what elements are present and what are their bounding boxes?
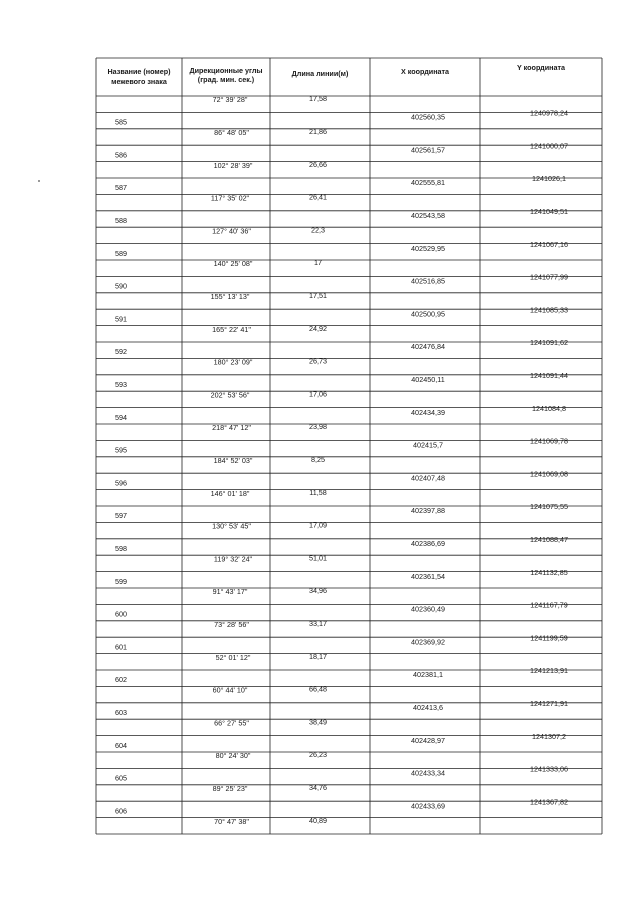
segment-angle: 117° 35' 02" xyxy=(210,193,250,203)
point-name: 593 xyxy=(115,380,127,389)
point-x: 402369,92 xyxy=(411,637,445,647)
point-y: 1241000,07 xyxy=(530,141,568,151)
point-name: 601 xyxy=(115,642,127,652)
point-name: 604 xyxy=(115,740,127,750)
point-x: 402450,11 xyxy=(411,375,445,384)
header-angle-line2: (град. мин. сек.) xyxy=(197,75,255,84)
point-name: 594 xyxy=(115,412,127,422)
segment-length: 26,66 xyxy=(309,159,327,169)
header-name-line2: межевого знака xyxy=(111,77,167,86)
point-name: 588 xyxy=(115,216,127,225)
segment-angle: 52° 01' 12" xyxy=(215,652,251,662)
point-x: 402360,49 xyxy=(411,604,445,614)
header-angle-line1: Дирекционные углы xyxy=(189,66,263,75)
segment-angle: 89° 25' 23" xyxy=(212,784,248,793)
segment-length: 8,25 xyxy=(311,455,325,464)
point-y: 1241069,08 xyxy=(530,469,568,479)
segment-angle: 102° 28' 39" xyxy=(213,160,253,170)
point-name: 586 xyxy=(115,150,127,160)
point-y: 1241069,78 xyxy=(530,436,568,446)
segment-length: 22,3 xyxy=(311,225,325,235)
header-name-line1: Название (номер) xyxy=(107,67,171,76)
point-y: 1241049,51 xyxy=(530,207,568,216)
point-name: 592 xyxy=(115,347,127,357)
point-x: 402433,34 xyxy=(411,768,445,778)
segment-length: 40,89 xyxy=(309,815,327,825)
point-x: 402428,97 xyxy=(411,735,445,745)
point-x: 402561,57 xyxy=(411,145,445,155)
point-x: 402415,7 xyxy=(413,440,443,450)
point-name: 595 xyxy=(115,445,127,455)
segment-length: 21,86 xyxy=(309,127,327,136)
segment-length: 26,41 xyxy=(309,192,327,202)
segment-angle: 127° 40' 36" xyxy=(212,226,251,236)
point-x: 402434,39 xyxy=(411,407,445,417)
point-name: 591 xyxy=(115,314,127,324)
segment-length: 34,96 xyxy=(309,586,327,596)
segment-length: 24,92 xyxy=(309,323,327,333)
segment-angle: 130° 53' 45" xyxy=(212,521,251,531)
segment-length: 17,09 xyxy=(309,520,327,530)
segment-length: 51,01 xyxy=(309,553,327,563)
segment-angle: 60° 44' 10" xyxy=(212,685,248,695)
point-name: 587 xyxy=(115,183,127,193)
point-name: 590 xyxy=(115,281,127,291)
point-name: 599 xyxy=(115,576,127,586)
point-y: 1241132,85 xyxy=(530,567,568,577)
segment-length: 17,06 xyxy=(309,389,327,399)
point-name: 603 xyxy=(115,708,127,717)
point-x: 402516,85 xyxy=(411,276,445,286)
point-x: 402386,69 xyxy=(411,539,445,548)
segment-angle: 66° 27' 55" xyxy=(214,718,249,728)
point-y: 1241067,16 xyxy=(530,239,568,249)
header-y: Y координата xyxy=(517,63,565,72)
segment-length: 17 xyxy=(314,258,322,268)
point-name: 596 xyxy=(115,478,127,488)
point-name: 602 xyxy=(115,675,127,685)
point-x: 402381,1 xyxy=(413,670,443,680)
point-y: 1240978,24 xyxy=(530,108,568,118)
point-x: 402407,48 xyxy=(411,473,445,483)
segment-angle: 165° 22' 41" xyxy=(212,324,251,334)
point-name: 598 xyxy=(115,544,127,553)
point-y: 1241084,8 xyxy=(532,403,566,413)
segment-length: 66,48 xyxy=(309,684,327,694)
point-y: 1241367,82 xyxy=(530,797,568,807)
point-y: 1241091,62 xyxy=(530,338,568,348)
point-name: 589 xyxy=(115,248,127,258)
point-y: 1241213,91 xyxy=(530,666,568,676)
header-length: Длина линии(м) xyxy=(291,69,349,78)
segment-angle: 140° 25' 08" xyxy=(213,259,253,269)
segment-angle: 70° 47' 38" xyxy=(214,816,249,826)
segment-length: 18,17 xyxy=(309,651,327,661)
point-x: 402433,69 xyxy=(411,801,445,811)
segment-angle: 91° 43' 17" xyxy=(212,587,248,597)
point-name: 585 xyxy=(115,117,127,127)
point-name: 600 xyxy=(115,609,127,619)
segment-angle: 184° 52' 03" xyxy=(213,456,253,465)
point-name: 605 xyxy=(115,773,127,783)
point-x: 402397,88 xyxy=(411,506,445,516)
segment-length: 34,76 xyxy=(309,783,327,792)
segment-angle: 80° 24' 30" xyxy=(215,751,251,761)
point-y: 1241333,06 xyxy=(530,764,568,774)
segment-length: 33,17 xyxy=(309,619,327,628)
point-x: 402555,81 xyxy=(411,178,445,188)
segment-angle: 202° 53' 56" xyxy=(210,390,250,400)
point-y: 1241271,91 xyxy=(530,699,568,708)
segment-angle: 146° 01' 18" xyxy=(210,488,250,498)
segment-length: 23,98 xyxy=(309,422,327,432)
point-x: 402361,54 xyxy=(411,571,445,581)
point-name: 606 xyxy=(115,806,127,816)
segment-angle: 180° 23' 09" xyxy=(213,357,253,367)
segment-length: 17,51 xyxy=(309,291,327,300)
segment-length: 11,58 xyxy=(309,487,327,497)
point-y: 1241091,44 xyxy=(530,371,568,380)
point-x: 402500,95 xyxy=(411,309,445,319)
point-y: 1241199,59 xyxy=(530,633,568,643)
point-y: 1241077,99 xyxy=(530,272,568,282)
point-x: 402560,35 xyxy=(411,112,445,122)
segment-length: 26,23 xyxy=(309,750,327,760)
point-y: 1241307,2 xyxy=(532,731,566,741)
segment-angle: 119° 32' 24" xyxy=(213,554,253,564)
point-x: 402543,58 xyxy=(411,211,445,220)
point-y: 1241026,1 xyxy=(532,174,566,184)
point-x: 402529,95 xyxy=(411,243,445,253)
point-y: 1241088,47 xyxy=(530,535,568,544)
header-x: X координата xyxy=(400,67,450,76)
point-name: 597 xyxy=(115,511,127,521)
point-y: 1241075,55 xyxy=(530,502,568,512)
segment-length: 17,58 xyxy=(309,94,327,104)
point-y: 1241085,33 xyxy=(530,305,568,315)
segment-angle: 218° 47' 12" xyxy=(212,423,251,433)
segment-angle: 72° 39' 28" xyxy=(212,95,248,105)
segment-angle: 86° 48' 05" xyxy=(214,128,249,137)
segment-length: 38,49 xyxy=(309,717,327,727)
point-x: 402413,6 xyxy=(413,703,443,712)
segment-length: 26,73 xyxy=(309,356,327,366)
point-x: 402476,84 xyxy=(411,342,445,352)
segment-angle: 73° 28' 56" xyxy=(214,620,249,629)
point-y: 1241167,79 xyxy=(530,600,568,610)
segment-angle: 155° 13' 13" xyxy=(210,292,250,301)
